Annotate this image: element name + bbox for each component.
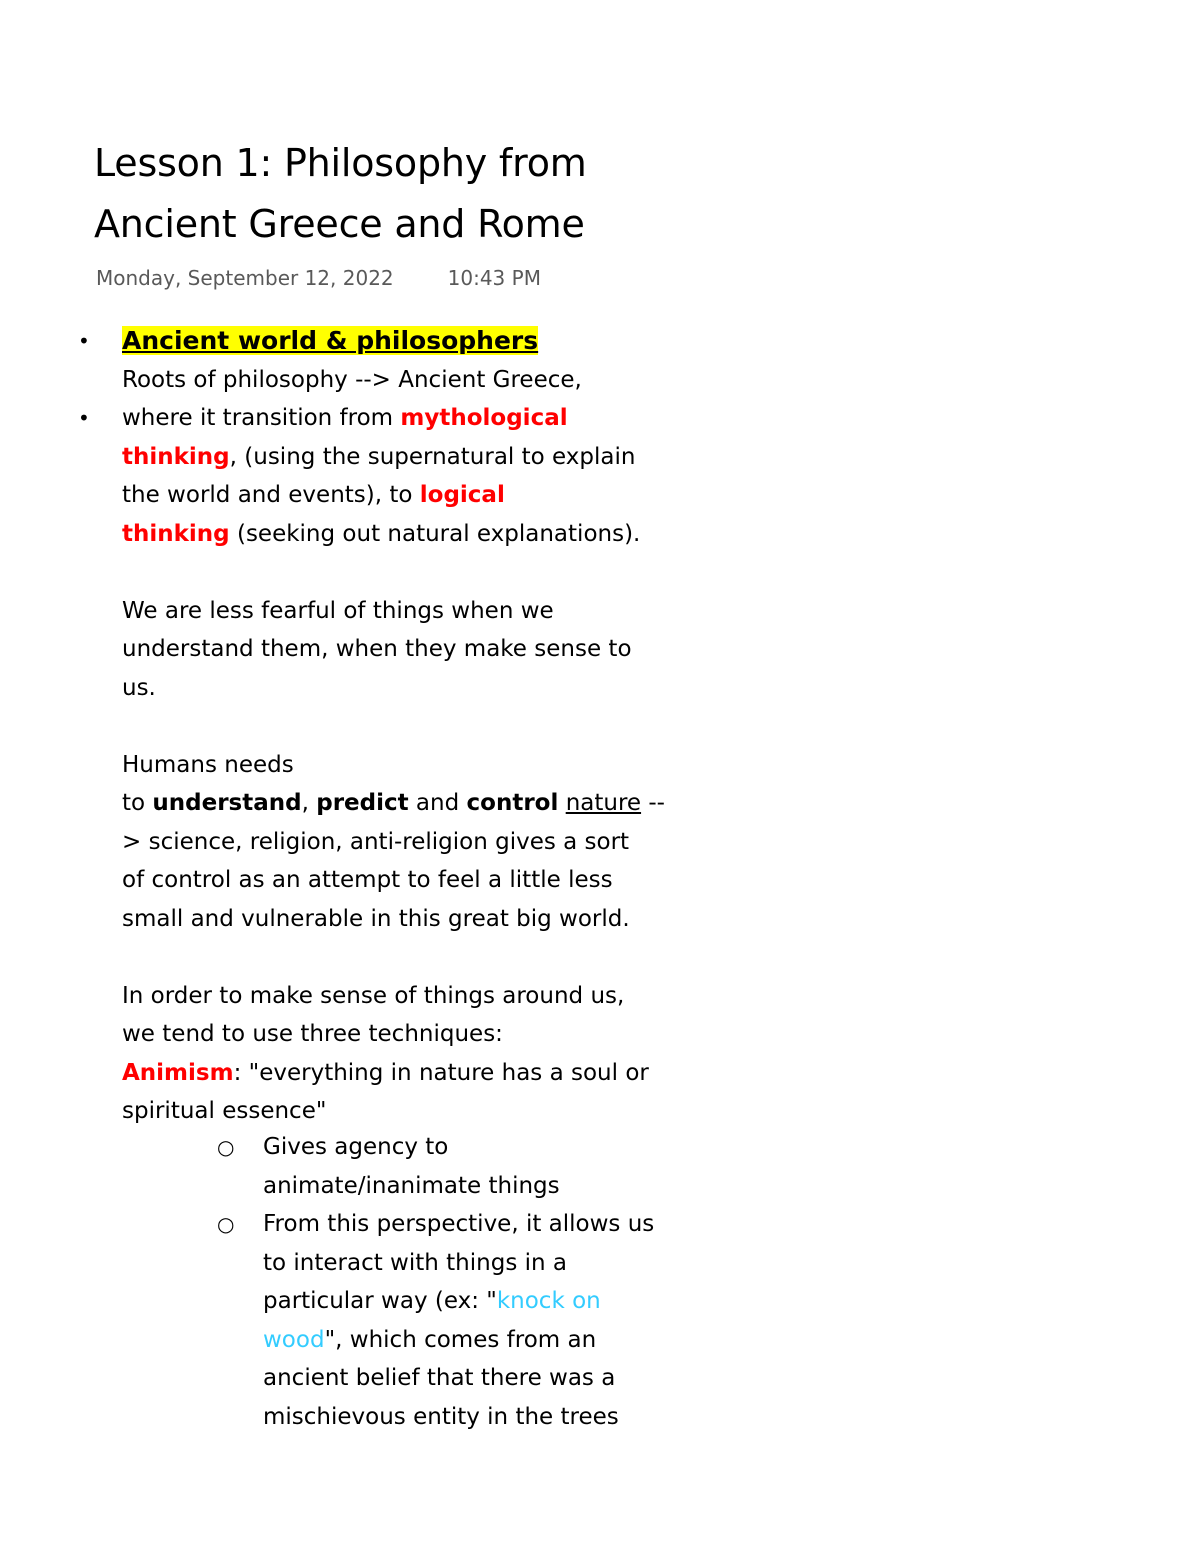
text-span: and (408, 790, 467, 816)
keyword-thinking: thinking (122, 520, 230, 547)
hollow-circle-icon: ○ (217, 1212, 235, 1236)
text-line (122, 515, 742, 554)
text-line: spiritual essence" (122, 1098, 327, 1124)
text-line (122, 476, 742, 515)
text-line: small and vulnerable in this great big world. (122, 905, 630, 932)
text-line: We are less fearful of things when we (122, 597, 554, 624)
keyword-animism: Animism (122, 1059, 234, 1086)
text-span: where it transition from (122, 405, 401, 431)
text-span: particular way (ex: " (263, 1288, 497, 1314)
text-line (122, 784, 742, 823)
keyword-control: control (466, 790, 559, 816)
text-span: to (122, 790, 153, 816)
keyword-nature: nature (565, 790, 642, 816)
keyword-thinking: thinking (122, 443, 230, 470)
text-line: In order to make sense of things around us, (122, 982, 625, 1009)
keyword-mythological: mythological (400, 405, 568, 431)
text-line: > science, religion, anti-religion gives a sort (122, 828, 630, 855)
sub-item-line (263, 1282, 783, 1321)
sub-item-line: mischievous entity in the trees (263, 1403, 619, 1430)
sub-item-line (263, 1321, 783, 1360)
text-line: us. (122, 674, 156, 701)
sub-item-line: to interact with things in a (263, 1249, 567, 1276)
hollow-circle-icon: ○ (217, 1135, 235, 1159)
text-span: , (301, 790, 317, 816)
text-line: of control as an attempt to feel a little less (122, 867, 613, 893)
sub-item-line: Gives agency to (263, 1134, 449, 1160)
page-title (94, 133, 994, 255)
text-line: Humans needs (122, 751, 294, 778)
bullet-icon: • (78, 406, 90, 430)
sub-item-line: From this perspective, it allows us (263, 1211, 655, 1237)
page-time: 10:43 PM (447, 266, 541, 290)
sub-item-line: ancient belief that there was a (263, 1365, 616, 1391)
bullet-icon: • (78, 329, 90, 353)
text-line: understand them, when they make sense to (122, 636, 632, 662)
text-span: , (using the supernatural to explain (229, 443, 636, 470)
keyword-logical: logical (419, 482, 505, 508)
text-line (122, 1054, 742, 1093)
text-line: Roots of philosophy --> Ancient Greece, (122, 366, 582, 393)
text-span: (seeking out natural explanations). (229, 520, 641, 547)
text-span: the world and events), to (122, 482, 420, 508)
page-metadata (96, 264, 541, 292)
keyword-understand: understand (152, 790, 302, 816)
text-span (558, 790, 565, 816)
page-date: Monday, September 12, 2022 (96, 266, 394, 290)
text-line (122, 438, 742, 477)
keyword-knock-on: knock on (496, 1288, 601, 1314)
title-line-2: Ancient Greece and Rome (94, 202, 585, 246)
keyword-wood: wood (263, 1326, 325, 1353)
text-span: ", which comes from an (324, 1326, 597, 1353)
keyword-predict: predict (316, 790, 409, 816)
note-body (122, 322, 742, 1131)
blank-line (122, 938, 742, 977)
title-line-1: Lesson 1: Philosophy from (94, 141, 587, 185)
blank-line (122, 553, 742, 592)
sub-item-line: animate/inanimate things (263, 1172, 560, 1199)
blank-line (122, 707, 742, 746)
heading-line (122, 322, 742, 361)
section-heading: Ancient world & philosophers (122, 326, 539, 355)
sub-list (263, 1128, 783, 1436)
text-span: -- (641, 790, 665, 816)
text-line: we tend to use three techniques: (122, 1021, 503, 1047)
text-span: : "everything in nature has a soul or (233, 1059, 649, 1086)
text-line (122, 399, 742, 438)
